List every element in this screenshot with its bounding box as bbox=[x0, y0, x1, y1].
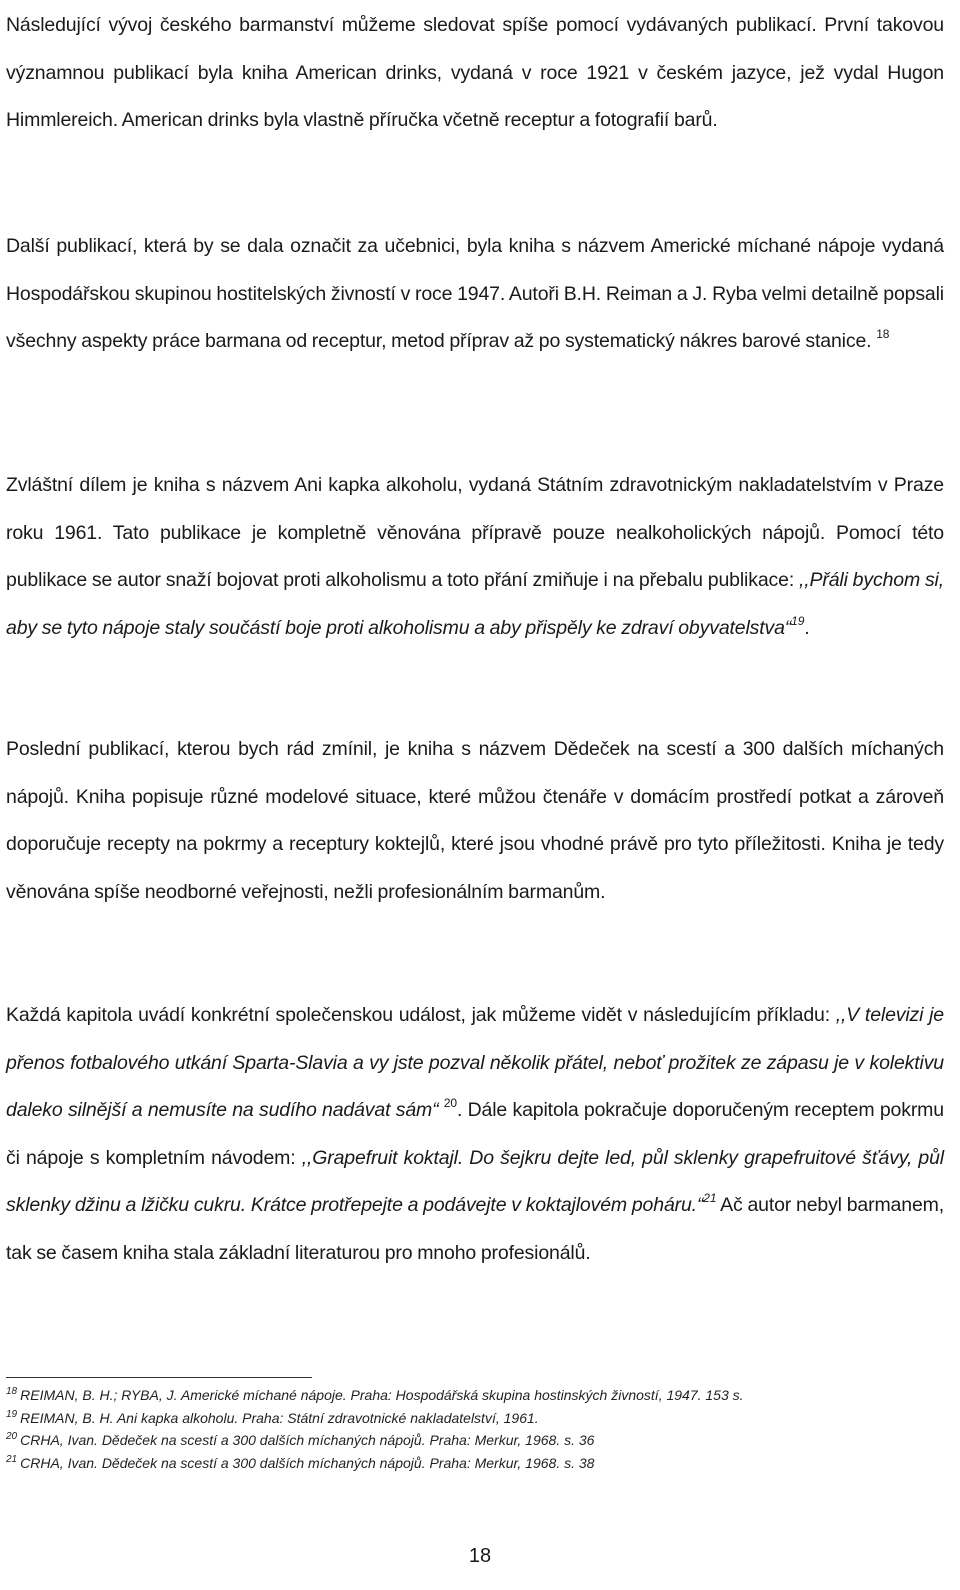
footnote-ref-18[interactable]: 18 bbox=[876, 327, 890, 341]
footnote-ref-19[interactable]: 19 bbox=[791, 613, 805, 628]
paragraph-5-text-c: Ač autor nebyl barmanem, tak se časem kniha stala základní literaturou pro mnoho profesionálů. bbox=[6, 1194, 944, 1264]
paragraph-2-text: Další publikací, která by se dala označit za učebnici, byla kniha s názvem Americké míchané nápoje vydaná Hospodářskou skupinou hostitelských živností v roce 1947. Autoři B.H. Reiman a J. Ryba velmi detailně popsali všechny aspekty práce barmana od receptur, metod příprav až po systematický nákres barové stanice. bbox=[6, 235, 944, 352]
paragraph-4-text: Poslední publikací, kterou bych rád zmínil, je kniha s názvem Dědeček na scestí a 300 dalších míchaných nápojů. Kniha popisuje různé modelové situace, které můžou čtenáře v domácím prostředí potkat a zároveň doporučuje recepty na pokrmy a receptury koktejlů, které jsou vhodné právě pro tyto příležitosti. Kniha je tedy věnována spíše neodborné veřejnosti, nežli profesionálním barmanům. bbox=[6, 738, 944, 903]
footnote-text: CRHA, Ivan. Dědeček na scestí a 300 dalších míchaných nápojů. Praha: Merkur, 1968. s. 38 bbox=[20, 1454, 595, 1471]
paragraph-3-quote: ,,Přáli bychom si, aby se tyto nápoje staly součástí boje proti alkoholismu a aby přispěly ke zdraví obyvatelstva“ bbox=[6, 569, 944, 639]
footnote-number: 21 bbox=[6, 1453, 18, 1465]
footnote-number: 18 bbox=[6, 1386, 18, 1397]
footnote-text: REIMAN, B. H. Ani kapka alkoholu. Praha: Státní zdravotnické nakladatelství, 1961. bbox=[20, 1409, 539, 1426]
paragraph-5-quote-1: ,,V televizi je přenos fotbalového utkání Sparta-Slavia a vy jste pozval několik přátel, neboť prožitek ze zápasu je v kolektivu daleko silnější a nemusíte na sudího nadávat sám“ bbox=[6, 1004, 944, 1121]
footnote-ref-20[interactable]: 20 bbox=[443, 1096, 457, 1110]
paragraph-5-text-a: Každá kapitola uvádí konkrétní společenskou událost, jak můžeme vidět v následujícím příkladu: bbox=[6, 1004, 836, 1026]
paragraph-4 bbox=[6, 726, 944, 916]
footnote-ref-21[interactable]: 21 bbox=[703, 1191, 717, 1205]
paragraph-5 bbox=[6, 992, 944, 1277]
footnote-text: REIMAN, B. H.; RYBA, J. Americké míchané nápoje. Praha: Hospodářská skupina hostinských živností, 1947. 153 s. bbox=[20, 1387, 744, 1403]
footnote-item bbox=[6, 1384, 944, 1407]
footnote-item bbox=[6, 1407, 944, 1430]
footnote-text: CRHA, Ivan. Dědeček na scestí a 300 dalších míchaných nápojů. Praha: Merkur, 1968. s. 36 bbox=[20, 1432, 595, 1448]
paragraph-5-text-b: . Dále kapitola pokračuje doporučeným receptem pokrmu či nápoje s kompletním návodem: bbox=[6, 1099, 944, 1169]
paragraph-3 bbox=[6, 462, 944, 652]
footnote-separator bbox=[6, 1377, 312, 1378]
paragraph-5-quote-2: ,,Grapefruit koktajl. Do šejkru dejte led, půl sklenky grapefruitové šťávy, půl sklenky džinu a lžičku cukru. Krátce protřepejte a podávejte v koktajlovém poháru.“ bbox=[6, 1146, 944, 1216]
paragraph-1 bbox=[6, 2, 944, 145]
paragraph-3-end: . bbox=[804, 616, 810, 639]
footnote-number: 19 bbox=[6, 1408, 18, 1420]
footnote-item bbox=[6, 1429, 944, 1452]
footnotes bbox=[6, 1384, 944, 1474]
footnote-item bbox=[6, 1452, 944, 1475]
paragraph-2 bbox=[6, 223, 944, 366]
paragraph-3-text: Zvláštní dílem je kniha s názvem Ani kapka alkoholu, vydaná Státním zdravotnickým nakladatelstvím v Praze roku 1961. Tato publikace je kompletně věnována přípravě pouze nealkoholických nápojů. Pomocí této publikace se autor snaží bojovat proti alkoholismu a toto přání zmiňuje i na přebalu publikace: bbox=[6, 474, 944, 591]
page-number: 18 bbox=[468, 1545, 492, 1567]
footnote-number: 20 bbox=[6, 1431, 18, 1442]
paragraph-1-text: Následující vývoj českého barmanství můžeme sledovat spíše pomocí vydávaných publikací. První takovou významnou publikací byla kniha American drinks, vydaná v roce 1921 v českém jazyce, jež vydal Hugon Himmlereich. American drinks byla vlastně příručka včetně receptur a fotografií barů. bbox=[6, 14, 944, 131]
